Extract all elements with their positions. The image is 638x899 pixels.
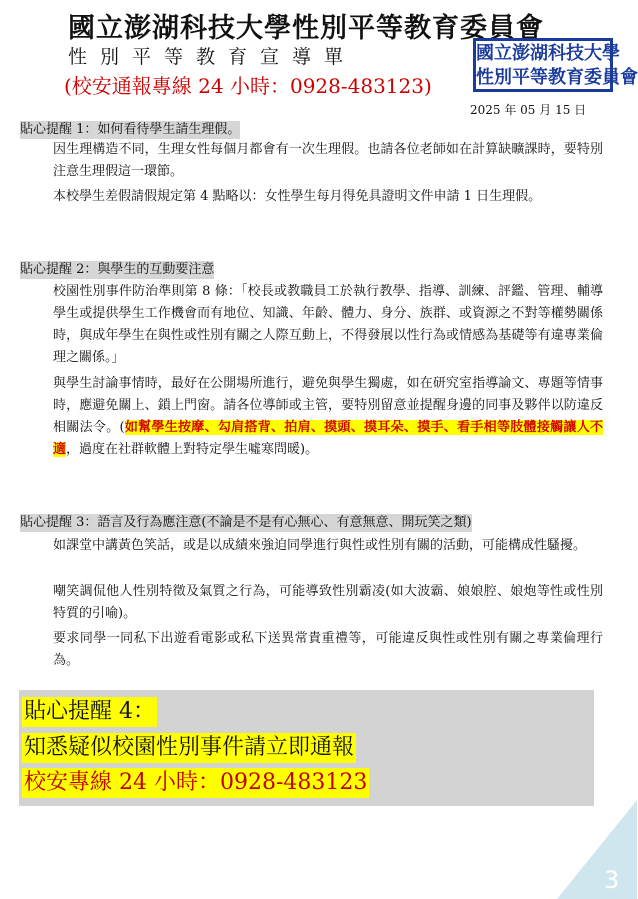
para2-continued: ，過度在社群軟體上對特定學生噓寒問暖 [66,442,301,457]
stamp-line-1: 國立澎湖科技大學 [476,43,620,64]
section-2-paragraph-1: 校園性別事件防治準則第 8 條：「校長或教職員工於執行教學、指導、訓練、評鑑、管理、輔導學生或提供學生工作機會而有地位、知識、年齡、體力、身分、族群、或資源之不對等權勢關係時，與成年學生在與性或性別有關之人際互動上，不得發展以性行為或情感為基礎等有違專業倫理之關係。」 [53,284,603,365]
document-title: 國立澎湖科技大學性別平等教育委員會 [68,13,544,44]
issue-date: 2025 年 05 月 15 日 [470,103,587,117]
section-1-paragraph-1: 因生理構造不同，生理女性每個月都會有一次生理假。也請各位老師如在計算缺曠課時，要特別注意生理假這一環節。 [53,142,603,179]
committee-stamp [473,38,638,92]
reminder-4-instruction: 知悉疑似校園性別事件請立即通報 [22,733,356,763]
para2-end: )。 [300,442,319,457]
corner-decoration [557,800,637,899]
section-1-heading: 貼心提醒 1：如何看待學生請生理假。 [20,122,241,137]
red-highlight-text: 如幫學生按摩、勾肩搭背、拍肩、摸頭、摸耳朵、摸手、看手相等肢體接觸讓人不適 [53,420,603,457]
section-3-paragraph-1: 如課堂中講黃色笑話，或是以成績來強迫同學進行與性或性別有關的活動，可能構成性騷擾。 [53,538,587,553]
reminder-4-hotline: 校安專線 24 小時：0928-483123 [22,768,369,798]
reminder-4-heading: 貼心提醒 4： [22,697,157,727]
corner-triangle [557,800,637,899]
stamp-line-2: 性別平等教育委員會 [476,67,638,88]
section-3-paragraph-3: 要求同學一同私下出遊看電影或私下送異常貴重禮等，可能違反與性或性別有關之專業倫理行為。 [53,631,603,668]
section-3-heading: 貼心提醒 3：語言及行為應注意(不論是不是有心無心、有意無意、開玩笑之類) [20,515,472,530]
section-1-paragraph-2: 本校學生差假請假規定第 4 點略以：女性學生每月得免具證明文件申請 1 日生理假。 [53,189,542,204]
para2-text: 與學生討論事情時，最好在公開場所進行，避免與學生獨處，如在研究室指導論文、專題等情事時，應避免關上、鎖上門窗。請各位導師或主管，要特別留意並提醒身邊的同事及夥伴以防違反相關法令。( [53,376,603,435]
section-3-paragraph-2: 嘲笑調侃他人性別特徵及氣質之行為，可能導致性別霸凌(如大波霸、娘娘腔、娘炮等性或性別特質的引喻)。 [53,584,603,621]
document-subtitle: 性別平等教育宣導單 [68,46,357,68]
section-2-paragraph-2 [53,373,603,461]
hotline-text: (校安通報專線 24 小時：0928-483123) [64,74,432,98]
page-number: 3 [604,866,620,894]
section-2-heading: 貼心提醒 2：與學生的互動要注意 [20,262,215,277]
